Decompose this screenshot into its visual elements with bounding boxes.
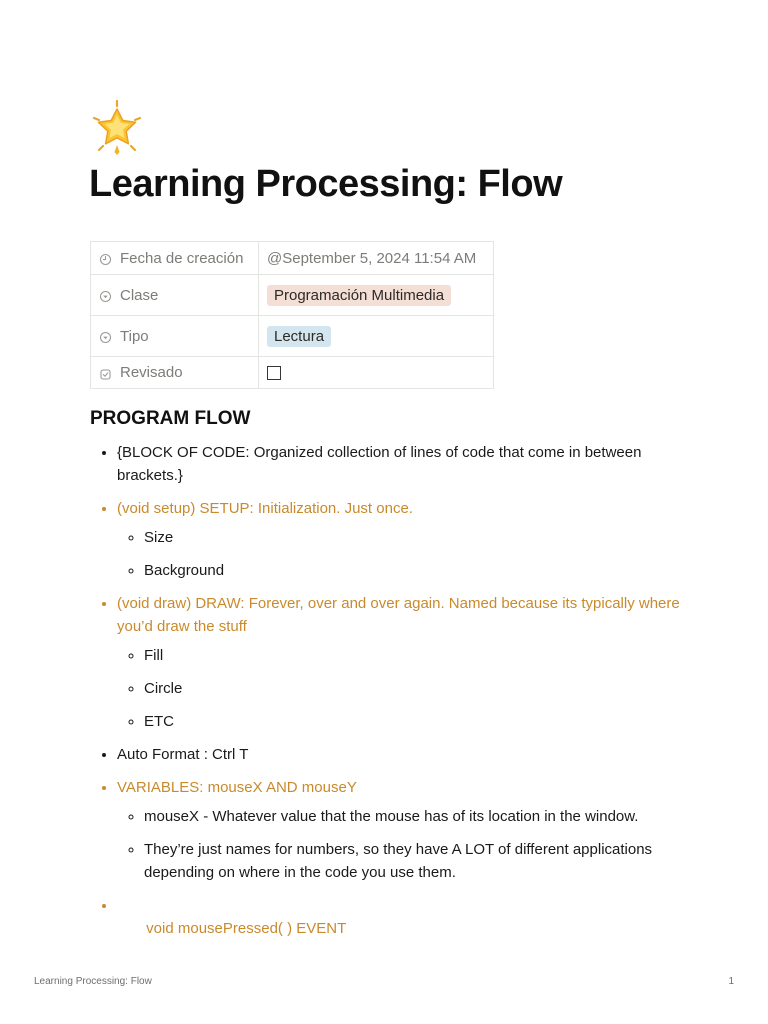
property-row-fecha [91,242,494,275]
sub-list-item: ◦ Circle [144,677,690,700]
list-item-text: (void setup) SETUP: Initialization. Just once. [117,500,413,517]
select-icon [99,331,112,344]
list-item-text: Auto Format : Ctrl T [117,746,249,763]
select-icon [99,290,112,303]
sub-list-item: ◦ Fill [144,644,690,667]
footer-title: Learning Processing: Flow [34,976,152,987]
list-item [117,743,690,766]
property-value-cell[interactable] [259,275,494,316]
property-value-cell[interactable] [259,316,494,357]
properties-table [90,241,494,389]
property-row-tipo [91,316,494,357]
sub-list [117,805,690,884]
created-date-value: @September 5, 2024 11:54 AM [267,249,477,267]
property-label-cell[interactable] [91,316,259,357]
sub-list [117,526,690,582]
property-label: Revisado [120,364,183,381]
list-item [117,894,690,963]
content-body [90,441,690,973]
list-item [117,776,690,884]
list-item [117,441,690,487]
checkbox-icon [99,368,112,381]
property-value-cell[interactable] [259,357,494,389]
sub-list-item: ◦ Size [144,526,690,549]
page-title: Learning Processing: Flow [89,163,563,205]
clase-tag[interactable]: Programación Multimedia [267,285,451,306]
list-item [117,592,690,733]
property-label-cell[interactable] [91,242,259,275]
property-label: Clase [120,286,159,304]
clock-icon [99,253,112,266]
list-item-text: void mousePressed( ) EVENT [142,920,347,937]
property-label: Tipo [120,327,149,345]
sub-list-item: ◦ Background [144,559,690,582]
property-label-cell[interactable] [91,275,259,316]
glowing-star-icon[interactable] [90,100,144,156]
list-item [117,497,690,582]
property-row-clase [91,275,494,316]
list-item-text: {BLOCK OF CODE: Organized collection of lines of code that come in between brackets.} [117,444,642,484]
section-heading: PROGRAM FLOW [90,408,251,429]
sub-list-item: ◦ mouseX - Whatever value that the mouse has of its location in the window. [144,805,690,828]
property-label: Fecha de creación [120,249,244,267]
property-label-cell[interactable] [91,357,259,389]
sub-list [117,644,690,733]
sub-list-item: ◦ ETC [144,710,690,733]
revisado-checkbox[interactable] [267,366,281,380]
sub-list-item: ◦ They’re just names for numbers, so they have A LOT of different applications depending on where in the code you use them. [144,838,690,884]
list-item-text: (void draw) DRAW: Forever, over and over again. Named because its typically where you’d draw the stuff [117,595,680,635]
page-number: 1 [728,976,734,987]
property-row-revisado [91,357,494,389]
bullet-list [90,441,690,963]
tipo-tag[interactable]: Lectura [267,326,331,347]
property-value-cell[interactable] [259,242,494,275]
list-item-text: VARIABLES: mouseX AND mouseY [117,779,357,796]
